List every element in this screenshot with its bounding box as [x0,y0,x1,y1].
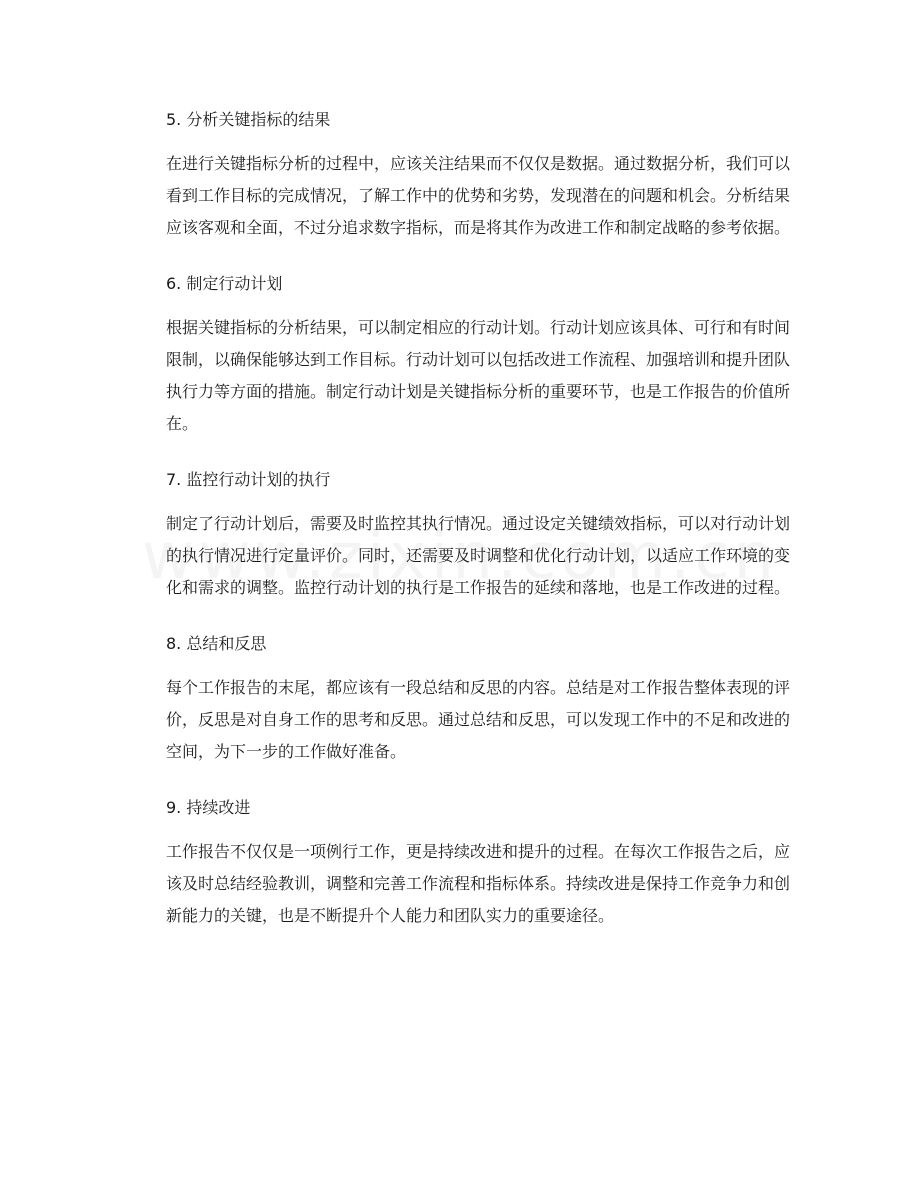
section-6 [158,268,790,440]
document-content [158,104,790,956]
section-paragraph: 制定了行动计划后，需要及时监控其执行情况。通过设定关键绩效指标，可以对行动计划的执行情况进行定量评价。同时，还需要及时调整和优化行动计划，以适应工作环境的变化和需求的调整。监控行动计划的执行是工作报告的延续和落地，也是工作改进的过程。 [166,514,791,597]
section-heading: 7. 监控行动计划的执行 [166,470,331,489]
section-5 [158,104,790,244]
section-7 [158,464,790,604]
section-8 [158,628,790,768]
section-9 [158,792,790,932]
section-heading: 9. 持续改进 [166,798,251,817]
section-paragraph: 工作报告不仅仅是一项例行工作，更是持续改进和提升的过程。在每次工作报告之后，应该及时总结经验教训，调整和完善工作流程和指标体系。持续改进是保持工作竞争力和创新能力的关键，也是不断提升个人能力和团队实力的重要途径。 [166,842,791,925]
section-paragraph: 每个工作报告的末尾，都应该有一段总结和反思的内容。总结是对工作报告整体表现的评价，反思是对自身工作的思考和反思。通过总结和反思，可以发现工作中的不足和改进的空间，为下一步的工作做好准备。 [166,678,791,761]
section-paragraph: 根据关键指标的分析结果，可以制定相应的行动计划。行动计划应该具体、可行和有时间限制，以确保能够达到工作目标。行动计划可以包括改进工作流程、加强培训和提升团队执行力等方面的措施。制定行动计划是关键指标分析的重要环节，也是工作报告的价值所在。 [166,318,791,433]
section-heading: 6. 制定行动计划 [166,274,283,293]
section-heading: 8. 总结和反思 [166,634,267,653]
section-heading: 5. 分析关键指标的结果 [166,110,331,129]
section-paragraph: 在进行关键指标分析的过程中，应该关注结果而不仅仅是数据。通过数据分析，我们可以看到工作目标的完成情况，了解工作中的优势和劣势，发现潜在的问题和机会。分析结果应该客观和全面，不过分追求数字指标，而是将其作为改进工作和制定战略的参考依据。 [166,154,791,237]
